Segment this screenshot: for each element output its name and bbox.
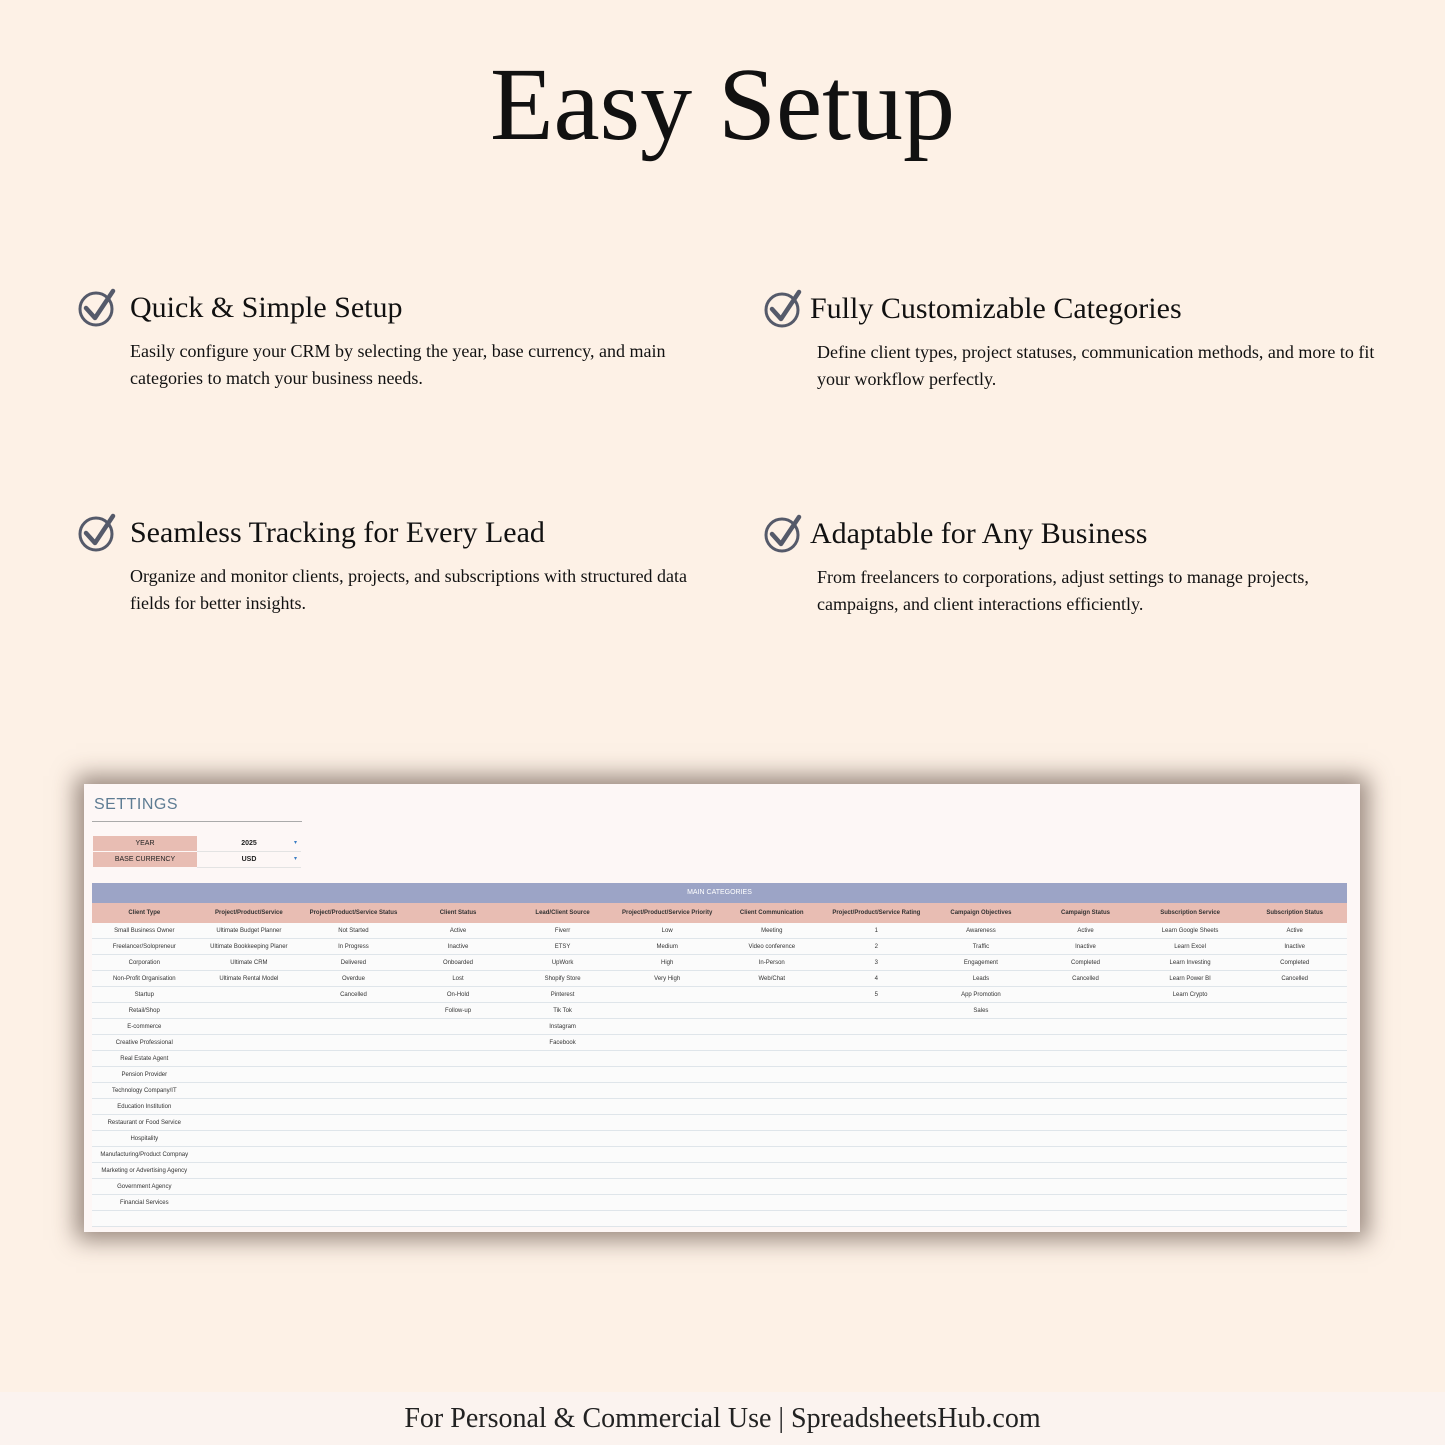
table-cell[interactable] [719,1051,824,1067]
table-cell[interactable]: Non-Profit Organisation [92,971,197,987]
table-cell[interactable] [301,1163,406,1179]
table-cell[interactable] [510,1131,615,1147]
table-cell[interactable] [719,1099,824,1115]
table-cell[interactable]: High [615,955,720,971]
table-row [92,1115,1347,1131]
table-row [92,987,1347,1003]
currency-label: BASE CURRENCY [93,852,197,867]
table-cell[interactable] [510,1195,615,1211]
categories-table [92,903,1347,1227]
table-cell[interactable] [1242,1083,1347,1099]
table-cell[interactable]: Shopify Store [510,971,615,987]
table-row [92,1131,1347,1147]
column-header: Campaign Objectives [929,903,1034,923]
table-row [92,939,1347,955]
settings-spreadsheet [84,784,1360,1232]
table-row [92,1147,1347,1163]
feature-description: Define client types, project statuses, communication methods, and more to fit your workflow perfectly. [817,342,1375,389]
table-cell[interactable] [824,1051,929,1067]
table-cell[interactable]: Manufacturing/Product Compnay [92,1147,197,1163]
table-cell[interactable] [1242,1067,1347,1083]
table-cell[interactable]: Active [1033,923,1138,939]
table-cell[interactable] [510,1147,615,1163]
table-cell[interactable]: Low [615,923,720,939]
table-cell[interactable] [1033,1019,1138,1035]
table-cell[interactable]: Technology Company/IT [92,1083,197,1099]
table-cell[interactable] [719,1035,824,1051]
table-cell[interactable] [1138,1035,1243,1051]
table-cell[interactable] [824,1035,929,1051]
feature-heading: Seamless Tracking for Every Lead [130,516,545,549]
table-cell[interactable]: UpWork [510,955,615,971]
table-cell[interactable] [615,1099,720,1115]
table-cell[interactable]: Cancelled [1242,971,1347,987]
table-cell[interactable] [197,1147,302,1163]
table-cell[interactable] [615,1115,720,1131]
table-cell[interactable]: Tik Tok [510,1003,615,1019]
table-cell[interactable] [510,1179,615,1195]
table-cell[interactable] [1138,1003,1243,1019]
table-cell[interactable] [1033,1051,1138,1067]
table-cell[interactable] [929,1115,1034,1131]
table-cell[interactable] [1033,1115,1138,1131]
table-cell[interactable]: Learn Google Sheets [1138,923,1243,939]
table-cell[interactable]: Pension Provider [92,1067,197,1083]
table-cell[interactable] [510,1211,615,1227]
table-cell[interactable] [719,1195,824,1211]
table-cell[interactable] [824,1067,929,1083]
table-cell[interactable] [197,1051,302,1067]
table-cell[interactable]: Active [1242,923,1347,939]
table-cell[interactable] [824,1003,929,1019]
table-cell[interactable] [1033,987,1138,1003]
table-cell[interactable]: Ultimate CRM [197,955,302,971]
table-cell[interactable] [615,1179,720,1195]
table-row [92,1051,1347,1067]
table-cell[interactable] [824,1163,929,1179]
table-cell[interactable]: ETSY [510,939,615,955]
table-cell[interactable] [1242,1211,1347,1227]
table-cell[interactable] [197,1099,302,1115]
column-header: Subscription Service [1138,903,1243,923]
table-cell[interactable] [406,1099,511,1115]
feature-description: Easily configure your CRM by selecting the year, base currency, and main categories to match your business needs. [130,341,666,388]
table-cell[interactable] [1242,1179,1347,1195]
table-cell[interactable] [1033,1211,1138,1227]
table-cell[interactable]: Completed [1033,955,1138,971]
table-body [92,923,1347,1227]
year-label: YEAR [93,836,197,851]
table-cell[interactable]: Meeting [719,923,824,939]
table-cell[interactable]: Not Started [301,923,406,939]
table-cell[interactable] [1242,1147,1347,1163]
table-cell[interactable] [1033,1179,1138,1195]
table-row [92,971,1347,987]
table-cell[interactable] [719,1131,824,1147]
check-circle-icon [764,289,804,329]
check-circle-icon [78,513,118,553]
table-cell[interactable]: Marketing or Advertising Agency [92,1163,197,1179]
table-cell[interactable] [510,1115,615,1131]
table-cell[interactable] [1033,1083,1138,1099]
table-cell[interactable]: Delivered [301,955,406,971]
table-cell[interactable]: Active [406,923,511,939]
table-cell[interactable] [301,1099,406,1115]
table-cell[interactable]: Overdue [301,971,406,987]
year-select[interactable] [197,836,301,852]
title-divider [92,821,302,822]
table-cell[interactable] [929,1099,1034,1115]
column-header: Campaign Status [1033,903,1138,923]
table-cell[interactable]: Retail/Shop [92,1003,197,1019]
table-cell[interactable] [824,1179,929,1195]
table-cell[interactable]: 3 [824,955,929,971]
table-cell[interactable]: Inactive [406,939,511,955]
dropdown-arrow-icon[interactable]: ▾ [293,856,297,862]
table-cell[interactable]: Ultimate Bookkeeping Planer [197,939,302,955]
table-row [92,955,1347,971]
table-cell[interactable] [510,1051,615,1067]
table-cell[interactable]: App Promotion [929,987,1034,1003]
table-row [92,1067,1347,1083]
table-cell[interactable] [929,1211,1034,1227]
column-header: Client Communication [719,903,824,923]
table-cell[interactable] [406,1211,511,1227]
table-cell[interactable] [929,1147,1034,1163]
table-cell[interactable] [406,1067,511,1083]
table-cell[interactable] [197,1131,302,1147]
table-cell[interactable]: Real Estate Agent [92,1051,197,1067]
table-cell[interactable] [824,1083,929,1099]
table-cell[interactable] [1242,987,1347,1003]
table-cell[interactable] [406,1163,511,1179]
table-cell[interactable]: 5 [824,987,929,1003]
table-cell[interactable]: Engagement [929,955,1034,971]
table-row [92,1035,1347,1051]
table-cell[interactable] [1033,1067,1138,1083]
dropdown-arrow-icon[interactable]: ▾ [293,840,297,846]
table-cell[interactable] [615,1131,720,1147]
table-cell[interactable] [1033,1035,1138,1051]
table-cell[interactable] [719,1179,824,1195]
table-cell[interactable] [406,1083,511,1099]
table-cell[interactable] [406,1195,511,1211]
table-cell[interactable] [406,1019,511,1035]
table-cell[interactable] [1033,1147,1138,1163]
table-cell[interactable] [1033,1195,1138,1211]
table-cell[interactable] [824,1195,929,1211]
table-cell[interactable] [1138,1163,1243,1179]
table-row [92,1003,1347,1019]
table-cell[interactable] [301,1131,406,1147]
table-cell[interactable]: Awareness [929,923,1034,939]
table-cell[interactable] [1138,1019,1243,1035]
table-cell[interactable] [824,1019,929,1035]
table-cell[interactable]: Cancelled [1033,971,1138,987]
table-cell[interactable]: 4 [824,971,929,987]
table-cell[interactable] [301,1035,406,1051]
table-cell[interactable] [719,1211,824,1227]
table-cell[interactable] [719,1163,824,1179]
table-cell[interactable] [406,1147,511,1163]
table-cell[interactable]: Fiverr [510,923,615,939]
table-cell[interactable] [301,1115,406,1131]
table-cell[interactable]: Web/Chat [719,971,824,987]
table-cell[interactable] [1138,1195,1243,1211]
table-cell[interactable] [510,1067,615,1083]
table-cell[interactable] [406,1051,511,1067]
table-cell[interactable]: Inactive [1242,939,1347,955]
table-cell[interactable]: Pinterest [510,987,615,1003]
table-cell[interactable] [406,1115,511,1131]
table-cell[interactable] [1138,1147,1243,1163]
table-cell[interactable] [1138,1115,1243,1131]
table-cell[interactable] [1242,1035,1347,1051]
table-header-row [92,903,1347,923]
table-cell[interactable] [197,1083,302,1099]
table-row [92,1195,1347,1211]
check-circle-icon [78,288,118,328]
table-cell[interactable] [301,1083,406,1099]
table-cell[interactable] [824,1211,929,1227]
table-cell[interactable] [615,1019,720,1035]
table-cell[interactable] [615,1147,720,1163]
year-setting [93,836,303,851]
table-cell[interactable] [197,1163,302,1179]
table-row [92,1099,1347,1115]
table-cell[interactable]: Learn Power BI [1138,971,1243,987]
table-cell[interactable] [824,1099,929,1115]
main-categories-banner: MAIN CATEGORIES [92,883,1347,903]
table-cell[interactable] [719,987,824,1003]
table-cell[interactable] [301,1067,406,1083]
table-cell[interactable] [824,1115,929,1131]
feature-description: Organize and monitor clients, projects, and subscriptions with structured data fields for better insights. [130,566,688,613]
table-cell[interactable]: Government Agency [92,1179,197,1195]
table-cell[interactable] [197,1067,302,1083]
table-cell[interactable] [197,1211,302,1227]
table-row [92,1179,1347,1195]
table-cell[interactable] [1138,1211,1243,1227]
table-cell[interactable]: On-Hold [406,987,511,1003]
column-header: Client Status [406,903,511,923]
table-cell[interactable] [197,987,302,1003]
table-cell[interactable]: Ultimate Budget Planner [197,923,302,939]
table-cell[interactable]: Facebook [510,1035,615,1051]
table-cell[interactable] [719,1147,824,1163]
column-header: Lead/Client Source [510,903,615,923]
table-cell[interactable]: Leads [929,971,1034,987]
feature-heading: Fully Customizable Categories [810,292,1182,325]
table-cell[interactable] [1033,1163,1138,1179]
column-header: Subscription Status [1242,903,1347,923]
table-cell[interactable]: In-Person [719,955,824,971]
table-cell[interactable]: Instagram [510,1019,615,1035]
table-cell[interactable] [197,1035,302,1051]
column-header: Project/Product/Service Rating [824,903,929,923]
table-cell[interactable] [1138,1067,1243,1083]
table-cell[interactable]: Ultimate Rental Model [197,971,302,987]
table-cell[interactable]: Onboarded [406,955,511,971]
table-cell[interactable] [929,1083,1034,1099]
year-value: 2025 [241,840,257,847]
table-cell[interactable] [929,1035,1034,1051]
table-cell[interactable] [615,1195,720,1211]
table-cell[interactable] [1138,1051,1243,1067]
currency-select[interactable] [197,852,301,868]
table-cell[interactable]: Very High [615,971,720,987]
table-cell[interactable]: Learn Investing [1138,955,1243,971]
table-cell[interactable] [824,1147,929,1163]
check-circle-icon [764,514,804,554]
table-cell[interactable]: Follow-up [406,1003,511,1019]
table-cell[interactable] [510,1163,615,1179]
table-cell[interactable] [929,1051,1034,1067]
column-header: Project/Product/Service Status [301,903,406,923]
table-cell[interactable] [1242,1051,1347,1067]
table-cell[interactable]: Freelancer/Solopreneur [92,939,197,955]
table-cell[interactable] [301,1051,406,1067]
table-cell[interactable] [1242,1003,1347,1019]
table-cell[interactable] [406,1179,511,1195]
table-cell[interactable]: Learn Crypto [1138,987,1243,1003]
table-cell[interactable]: Medium [615,939,720,955]
table-cell[interactable]: Cancelled [301,987,406,1003]
footer: For Personal & Commercial Use | SpreadsheetsHub.com [0,1392,1445,1445]
table-cell[interactable] [719,1115,824,1131]
table-cell[interactable] [719,1067,824,1083]
table-row [92,1019,1347,1035]
table-cell[interactable] [615,1067,720,1083]
table-cell[interactable] [1242,1195,1347,1211]
table-cell[interactable] [301,1211,406,1227]
table-cell[interactable] [301,1003,406,1019]
table-row [92,1211,1347,1227]
table-cell[interactable] [719,1083,824,1099]
table-cell[interactable] [719,1019,824,1035]
table-cell[interactable] [824,1131,929,1147]
table-cell[interactable]: Learn Excel [1138,939,1243,955]
table-cell[interactable] [615,1083,720,1099]
table-cell[interactable] [929,1019,1034,1035]
feature-heading: Quick & Simple Setup [130,291,403,324]
table-cell[interactable]: Sales [929,1003,1034,1019]
table-cell[interactable]: Startup [92,987,197,1003]
table-cell[interactable]: Creative Professional [92,1035,197,1051]
column-header: Client Type [92,903,197,923]
table-cell[interactable] [301,1179,406,1195]
table-cell[interactable] [1138,1083,1243,1099]
table-cell[interactable]: Video conference [719,939,824,955]
table-cell[interactable] [929,1195,1034,1211]
table-cell[interactable] [406,1131,511,1147]
table-cell[interactable] [929,1179,1034,1195]
table-cell[interactable] [1242,1115,1347,1131]
table-cell[interactable] [1242,1099,1347,1115]
feature-heading: Adaptable for Any Business [810,517,1148,550]
table-cell[interactable] [301,1147,406,1163]
currency-setting [93,852,303,867]
table-row [92,1163,1347,1179]
table-cell[interactable] [301,1195,406,1211]
table-cell[interactable] [406,1035,511,1051]
table-cell[interactable] [197,1179,302,1195]
table-cell[interactable] [92,1211,197,1227]
table-cell[interactable] [1242,1131,1347,1147]
table-row [92,1083,1347,1099]
table-cell[interactable]: 1 [824,923,929,939]
table-cell[interactable] [1242,1019,1347,1035]
table-cell[interactable]: Traffic [929,939,1034,955]
table-cell[interactable] [510,1099,615,1115]
table-cell[interactable]: Financial Services [92,1195,197,1211]
table-cell[interactable] [197,1195,302,1211]
feature-description: From freelancers to corporations, adjust settings to manage projects, campaigns, and client interactions efficiently. [817,567,1309,614]
table-cell[interactable] [1242,1163,1347,1179]
table-cell[interactable] [615,1163,720,1179]
table-cell[interactable] [615,1051,720,1067]
table-cell[interactable] [615,1211,720,1227]
column-header: Project/Product/Service [197,903,302,923]
table-cell[interactable] [1033,1131,1138,1147]
table-cell[interactable]: E-commerce [92,1019,197,1035]
table-cell[interactable] [510,1083,615,1099]
table-cell[interactable]: Completed [1242,955,1347,971]
table-cell[interactable] [197,1003,302,1019]
table-cell[interactable]: Corporation [92,955,197,971]
table-cell[interactable]: Small Business Owner [92,923,197,939]
table-cell[interactable] [1033,1003,1138,1019]
table-cell[interactable] [929,1067,1034,1083]
table-cell[interactable]: Restaurant or Food Service [92,1115,197,1131]
column-header: Project/Product/Service Priority [615,903,720,923]
table-cell[interactable] [197,1019,302,1035]
sheet-title: SETTINGS [94,796,179,813]
table-cell[interactable]: Lost [406,971,511,987]
table-cell[interactable] [615,1035,720,1051]
table-cell[interactable]: Hospitality [92,1131,197,1147]
table-cell[interactable] [197,1115,302,1131]
page-title: Easy Setup [489,47,956,162]
table-cell[interactable] [719,1003,824,1019]
table-cell[interactable]: Education Institution [92,1099,197,1115]
table-row [92,923,1347,939]
table-cell[interactable] [929,1163,1034,1179]
table-cell[interactable] [301,1019,406,1035]
table-cell[interactable] [1138,1179,1243,1195]
table-cell[interactable] [615,1003,720,1019]
table-cell[interactable] [615,987,720,1003]
table-cell[interactable] [1138,1099,1243,1115]
table-cell[interactable]: In Progress [301,939,406,955]
table-cell[interactable] [929,1131,1034,1147]
table-cell[interactable]: 2 [824,939,929,955]
table-cell[interactable]: Inactive [1033,939,1138,955]
table-cell[interactable] [1033,1099,1138,1115]
table-cell[interactable] [1138,1131,1243,1147]
currency-value: USD [241,856,257,863]
